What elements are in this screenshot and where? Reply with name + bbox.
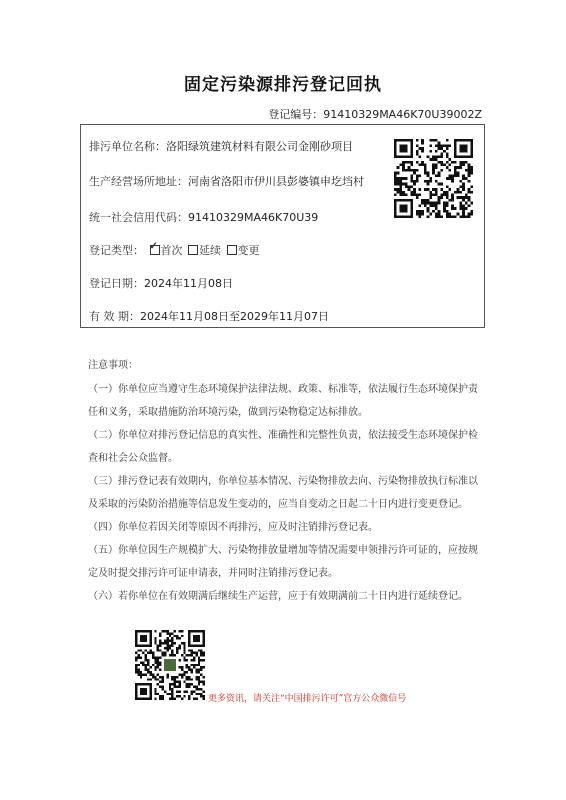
validity-row: [89, 308, 329, 324]
type-option-first: 首次: [160, 244, 183, 257]
registration-date-label: 登记日期：: [89, 277, 144, 290]
unit-name-row: [89, 138, 353, 154]
checkbox-change-icon: [227, 245, 237, 255]
registration-date-value: 2024年11月08日: [144, 277, 233, 290]
note-line: 任和义务，采取措施防治环境污染，做到污染物稳定达标排放。: [88, 407, 368, 418]
note-line: （一）你单位应当遵守生态环境保护法律法规、政策、标准等，依法履行生态环境保护责: [88, 384, 478, 395]
address-value: 河南省洛阳市伊川县彭婆镇申圪垱村: [188, 175, 364, 188]
credit-code-label: 统一社会信用代码：: [89, 211, 188, 224]
validity-label: 有 效 期：: [89, 310, 140, 323]
qr-code-icon: [394, 139, 473, 218]
registration-number: 登记编号：91410329MA46K70U39002Z: [268, 108, 482, 121]
note-line: （五）你单位因生产规模扩大、污染物排放量增加等情况需要申领排污许可证的，应按规: [88, 545, 478, 556]
note-line: （四）你单位若因关闭等原因不再排污，应及时注销排污登记表。: [88, 522, 378, 533]
note-line: （三）排污登记表有效期内，你单位基本情况、污染物排放去向、污染物排放执行标准以: [88, 476, 478, 487]
address-row: [89, 173, 364, 189]
note-line: （二）你单位对排污登记信息的真实性、准确性和完整性负责，依法接受生态环境保护检: [88, 430, 478, 441]
note-line: 及采取的污染防治措施等信息发生变动的，应当自变动之日起二十日内进行变更登记。: [88, 499, 468, 510]
unit-name-label: 排污单位名称：: [89, 140, 166, 153]
registration-type-row: [89, 242, 260, 258]
follow-wechat-notice: 更多资讯，请关注“中国排污许可”官方公众微信号: [208, 694, 407, 704]
credit-code-row: [89, 209, 318, 225]
checkbox-first-checked-icon: [150, 245, 160, 255]
document-title: 固定污染源排污登记回执: [184, 75, 382, 95]
registration-info-box: [80, 124, 485, 328]
registration-type-label: 登记类型：: [89, 244, 144, 257]
note-line: （六）若你单位在有效期满后继续生产运营，应于有效期满前二十日内进行延续登记。: [88, 591, 468, 602]
wechat-qr-code-icon: [135, 630, 205, 700]
address-label: 生产经营场所地址：: [89, 175, 188, 188]
note-line: 查和社会公众监督。: [88, 453, 178, 464]
unit-name-value: 洛阳绿筑建筑材料有限公司金刚砂项目: [166, 140, 353, 153]
note-line: 定及时提交排污许可证申请表，并同时注销排污登记表。: [88, 568, 338, 579]
registration-date-row: [89, 275, 233, 291]
credit-code-value: 91410329MA46K70U39: [188, 211, 319, 224]
checkbox-renewal-icon: [188, 245, 198, 255]
type-option-renewal: 延续: [199, 244, 221, 257]
validity-value: 2024年11月08日至2029年11月07日: [140, 310, 329, 323]
notes-title: 注意事项：: [88, 360, 138, 371]
type-option-change: 变更: [237, 244, 260, 257]
